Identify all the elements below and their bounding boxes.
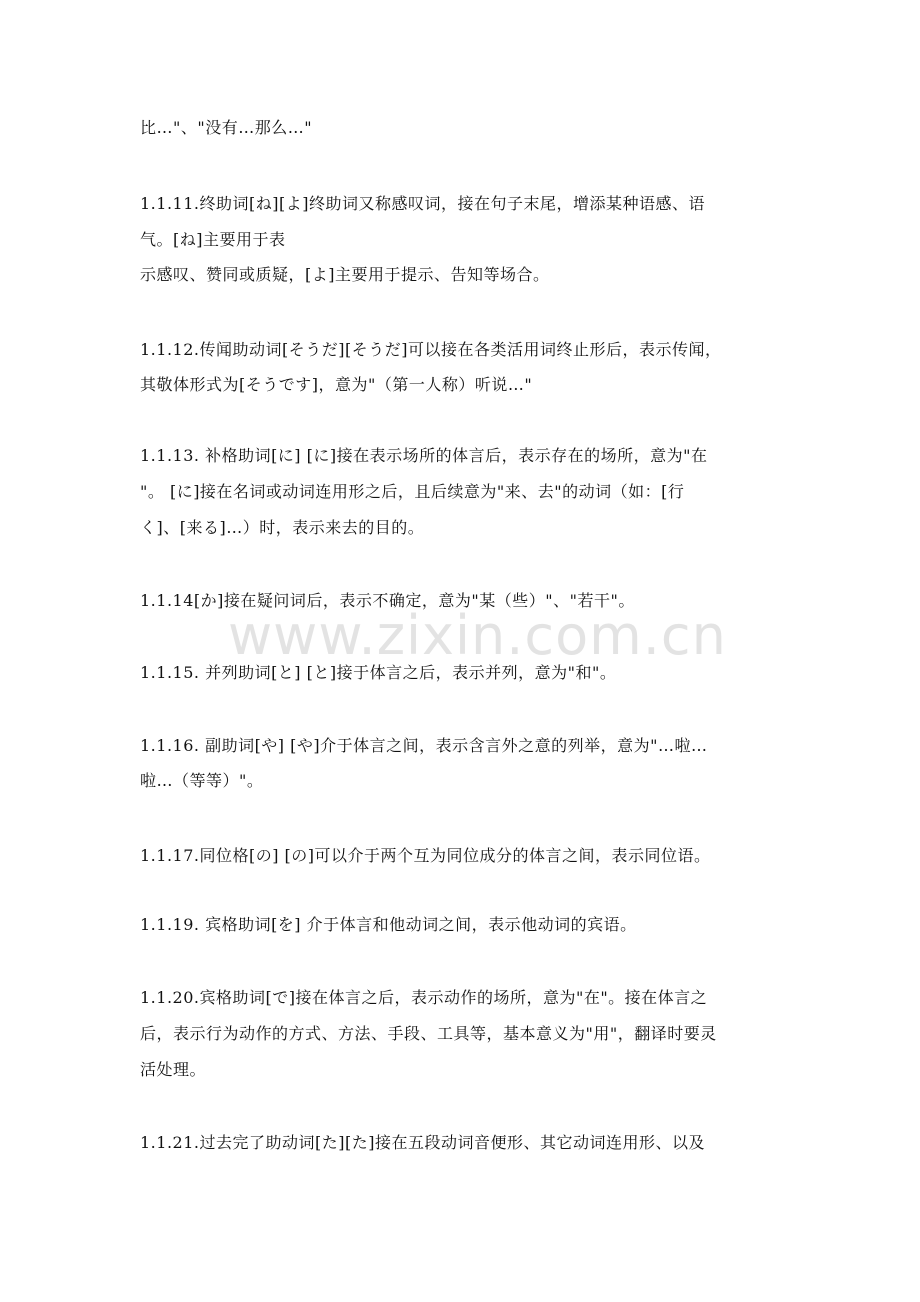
text-line: 其敬体形式为[そうです]，意为"（第一人称）听说…" bbox=[140, 375, 533, 394]
text-line: 1.1.14[か]接在疑问词后，表示不确定，意为"某（些）"、"若干"。 bbox=[140, 591, 635, 610]
text-line: 1.1.11.终助词[ね][よ]终助词又称感叹词，接在句子末尾，增添某种语感、语 bbox=[140, 194, 705, 213]
text-line: 1.1.16. 副助词[や] [や]介于体言之间，表示含言外之意的列举，意为"…啦… bbox=[140, 736, 708, 755]
text-line: 1.1.21.过去完了助动词[た][た]接在五段动词音便形、其它动词连用形、以及 bbox=[140, 1133, 705, 1152]
text-line: 活处理。 bbox=[140, 1060, 207, 1079]
text-line: 啦…（等等）"。 bbox=[140, 771, 264, 790]
text-line: 气。[ね]主要用于表 bbox=[140, 230, 286, 249]
text-line: 1.1.19. 宾格助词[を] 介于体言和他动词之间，表示他动词的宾语。 bbox=[140, 915, 637, 934]
text-line: 后，表示行为动作的方式、方法、手段、工具等，基本意义为"用"，翻译时要灵 bbox=[140, 1024, 717, 1043]
text-line: "。 [に]接在名词或动词连用形之后，且后续意为"来、去"的动词（如：[行 bbox=[140, 482, 685, 501]
text-line: 1.1.12.传闻助动词[そうだ][そうだ]可以接在各类活用词终止形后，表示传闻， bbox=[140, 340, 722, 359]
watermark: www.zixin.com.cn bbox=[228, 604, 727, 667]
text-line: 1.1.13. 补格助词[に] [に]接在表示场所的体言后，表示存在的场所，意为"在 bbox=[140, 446, 708, 465]
text-line: 1.1.20.宾格助词[で]接在体言之后，表示动作的场所，意为"在"。接在体言之 bbox=[140, 988, 708, 1007]
text-line: 比…"、"没有…那么…" bbox=[140, 118, 313, 137]
text-line: 示感叹、赞同或质疑，[よ]主要用于提示、告知等场合。 bbox=[140, 265, 550, 284]
text-line: 1.1.15. 并列助词[と] [と]接于体言之后，表示并列，意为"和"。 bbox=[140, 663, 617, 682]
text-line: 1.1.17.同位格[の] [の]可以介于两个互为同位成分的体言之间，表示同位语。 bbox=[140, 846, 711, 865]
text-line: く]、[来る]…）时，表示来去的目的。 bbox=[140, 518, 425, 537]
